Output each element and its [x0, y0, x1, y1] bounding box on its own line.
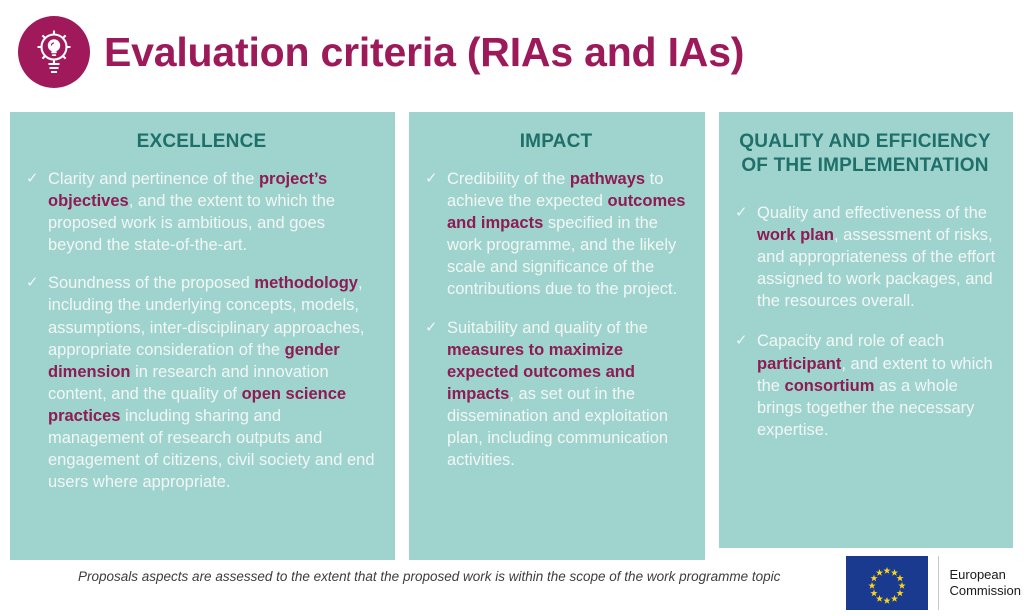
criteria-panel-impact [409, 112, 705, 560]
bullet-text: Clarity and pertinence of the project’s objectives, and the extent to which the proposed work is ambitious, and goes beyond the state-of-the-art. [48, 169, 336, 255]
panel-title-quality: QUALITY AND EFFICIENCY OF THE IMPLEMENTATION [739, 131, 991, 176]
eu-logo-line2: Commission [949, 583, 1021, 598]
logo-divider [938, 556, 939, 610]
bullet-list-excellence [24, 168, 379, 494]
check-icon: ✓ [425, 169, 438, 187]
slide-header [0, 8, 744, 96]
check-icon: ✓ [735, 203, 748, 221]
list-item [24, 168, 379, 256]
eu-logo-line1: European [949, 566, 1006, 582]
check-icon: ✓ [26, 169, 39, 187]
list-item [733, 330, 997, 441]
bullet-text: Credibility of the pathways to achieve the expected outcomes and impacts specified in the work programme, and the likely scale and significance of the contributions due to the project. [447, 169, 686, 299]
eu-flag-icon [846, 556, 928, 610]
check-icon: ✓ [735, 332, 748, 350]
criteria-panel-quality [719, 112, 1013, 548]
check-icon: ✓ [425, 318, 438, 336]
criteria-columns [10, 112, 1025, 560]
list-item [24, 272, 379, 493]
eu-logo-text [949, 567, 1021, 600]
check-icon: ✓ [26, 274, 39, 292]
list-item [423, 317, 689, 472]
panel-title-impact: IMPACT [519, 131, 593, 152]
european-commission-logo [846, 556, 1021, 610]
page-title: Evaluation criteria (RIAs and IAs) [104, 28, 745, 75]
panel-title-excellence: EXCELLENCE [136, 131, 267, 152]
bullet-text: Capacity and role of each participant, and extent to which the consortium as a whole brings together the necessary expertise. [757, 332, 993, 439]
list-item [733, 202, 997, 313]
bullet-list-quality [733, 202, 997, 441]
footnote: Proposals aspects are assessed to the extent that the proposed work is within the scope of the work programme topic [78, 569, 781, 584]
list-item [423, 168, 689, 301]
criteria-panel-excellence [10, 112, 395, 560]
lightbulb-gear-icon [18, 16, 90, 88]
bullet-text: Suitability and quality of the measures to maximize expected outcomes and impacts, as set out in the dissemination and exploitation plan, including communication activities. [447, 318, 669, 470]
bullet-text: Quality and effectiveness of the work plan, assessment of risks, and appropriateness of the effort assigned to work packages, and the resources overall. [757, 203, 996, 311]
bullet-list-impact [423, 168, 689, 471]
bullet-text: Soundness of the proposed methodology, including the underlying concepts, models, assumptions, inter-disciplinary approaches, appropriate consideration of the gender dimension in research and innovation content, and the quality of open science practices including sharing and management of research outputs and engagement of citizens, civil society and end users where appropriate. [48, 274, 375, 492]
